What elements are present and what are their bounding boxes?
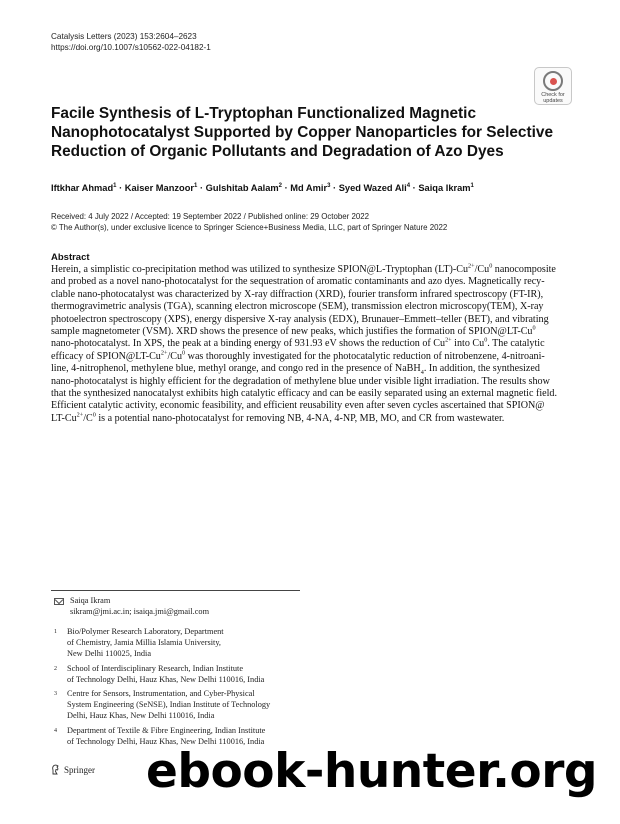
affiliation-number: 4: [54, 728, 57, 734]
abstract-body: [51, 264, 572, 425]
updates-label: Check for updates: [541, 92, 565, 104]
abstract-line: that the synthesized nanocatalyst exhibits high catalytic efficacy and can be easily separated using an external magnetic field.: [51, 388, 557, 400]
publication-dates: [51, 212, 447, 233]
author-name[interactable]: Iftkhar Ahmad: [51, 183, 114, 194]
abstract-line: photoelectron spectroscopy (XPS), energy dispersive X-ray analysis (EDX), Brunauer–Emmett–teller (BET), and vibrating: [51, 313, 549, 325]
author-list: Iftkhar Ahmad$^1$ · Kaiser Manzoor$^1$ · Gulshitab Aalam$^2$ · Md Amir$^3$ · Syed Wazed Ali$^4$ · Saiqa Ikram$^1$: [51, 183, 474, 194]
author-name[interactable]: Syed Wazed Ali: [338, 183, 407, 194]
author-affiliation-mark: 3: [327, 183, 331, 189]
author-affiliation-mark: 4: [406, 183, 411, 189]
abstract-line: efficacy of $SPION@LT-Cu^{2+}/Cu^0$ was thoroughly investigated for the photocatalytic reduction of nitrobenzene, 4-nitroani-: [51, 349, 545, 362]
title-line: Facile Synthesis of L-Tryptophan Functionalized Magnetic: [51, 105, 477, 122]
check-for-updates-button[interactable]: [534, 67, 572, 105]
abstract-line: Efficient catalytic activity, economic feasibility, and efficient reusability even after seven cycles ascertained that SPION@: [51, 400, 545, 412]
author-affiliation-mark: 2: [278, 183, 282, 189]
affiliation: 1 Bio/Polymer Research Laboratory, Department of Chemistry, Jamia Millia Islamia University, New Delhi 110025, India: [54, 627, 224, 658]
history-dates: Received: 4 July 2022 / Accepted: 19 September 2022 / Published online: 29 October 2022: [51, 212, 370, 221]
abstract-heading: Abstract: [51, 252, 90, 263]
affiliation-number: 2: [54, 666, 57, 672]
journal-citation: Catalysis Letters (2023) 153:2604–2623: [51, 32, 197, 41]
article-title: [51, 104, 553, 161]
affiliation: 4 Department of Textile & Fibre Engineering, Indian Institute of Technology Delhi, Hauz Khas, New Delhi 110016, India: [54, 726, 266, 746]
abstract-line: nano-photocatalyst is highly efficient for the degradation of methylene blue under visible light irradiation. The results show: [51, 375, 550, 387]
copyright-notice: © The Author(s), under exclusive licence to Springer Science+Business Media, LLC, part of Springer Nature 2022: [51, 222, 448, 232]
affiliation: 2 School of Interdisciplinary Research, Indian Institute of Technology Delhi, Hauz Khas, New Delhi 110016, India: [54, 664, 265, 684]
abstract-line: and probed as a novel nano-photocatalyst for the sequestration of aromatic contaminants and azo dyes. Magnetically recy-: [51, 276, 545, 288]
publisher-name: Springer: [64, 764, 95, 775]
abstract-line: nano-photocatalyst. In XPS, the peak at a binding energy of 931.93 eV shows the reduction of $Cu^{2+}$ into Cu$^0$. The catalytic: [51, 337, 545, 350]
affiliation-number: 3: [54, 691, 57, 697]
affiliation-number: 1: [54, 629, 57, 635]
updates-icon: [543, 71, 563, 91]
corresponding-author: Saiqa Ikram: [70, 596, 111, 605]
abstract-line: clable nano-photocatalyst was characterized by X-ray diffraction (XRD), fourier transform infrared spectroscopy (FT-IR),: [51, 288, 544, 300]
author-affiliation-mark: 1: [194, 183, 198, 189]
watermark-text: ebook-hunter.org: [146, 744, 598, 799]
author-affiliation-mark: 1: [113, 183, 117, 189]
abstract-line: sample magnetometer (VSM). XRD shows the presence of new peaks, which justifies the formation of SPION@LT-Cu$^0$: [51, 324, 536, 338]
springer-horse-icon: [51, 764, 60, 775]
journal-header: [51, 31, 211, 53]
author-name[interactable]: Md Amir: [290, 183, 328, 194]
abstract-line: $LT-Cu^{2+}/C^0$ is a potential nano-photocatalyst for removing NB, 4-NA, 4-NP, MB, MO, and CR from wastewater.: [51, 411, 505, 424]
author-name[interactable]: Kaiser Manzoor: [124, 183, 195, 194]
correspondence: [54, 596, 209, 618]
author-name[interactable]: Gulshitab Aalam: [205, 183, 279, 194]
author-affiliation-mark: 1: [470, 183, 474, 189]
title-line: Reduction of Organic Pollutants and Degradation of Azo Dyes: [51, 143, 504, 160]
abstract-line: Herein, a simplistic co-precipitation method was utilized to synthesize SPION@L-Tryptophan $(LT)-Cu^{2+}/Cu^0$ nanocomposite: [51, 262, 556, 275]
footnote-divider: [51, 590, 300, 591]
abstract-line: thermogravimetric analysis (TGA), scanning electron microscope (SEM), transmission electron microscopy(TEM), X-ray: [51, 301, 544, 313]
publisher-logo: [51, 764, 95, 775]
title-line: Nanophotocatalyst Supported by Copper Nanoparticles for Selective: [51, 124, 553, 141]
corresponding-emails[interactable]: sikram@jmi.ac.in; isaiqa.jmi@gmail.com: [70, 606, 210, 616]
doi-link[interactable]: https://doi.org/10.1007/s10562-022-04182-1: [51, 43, 211, 52]
affiliation: 3 Centre for Sensors, Instrumentation, and Cyber-Physical System Engineering (SeNSE), Indian Institute of Technology Delhi, Hauz Khas, New Delhi 110016, India: [54, 689, 271, 720]
author-name[interactable]: Saiqa Ikram: [418, 183, 471, 194]
abstract-line: line, 4-nitrophenol, methylene blue, methyl orange, and congo red in the presence of NaBH$_4$. In addition, the synthesized: [51, 363, 540, 377]
mail-icon: [54, 598, 64, 605]
